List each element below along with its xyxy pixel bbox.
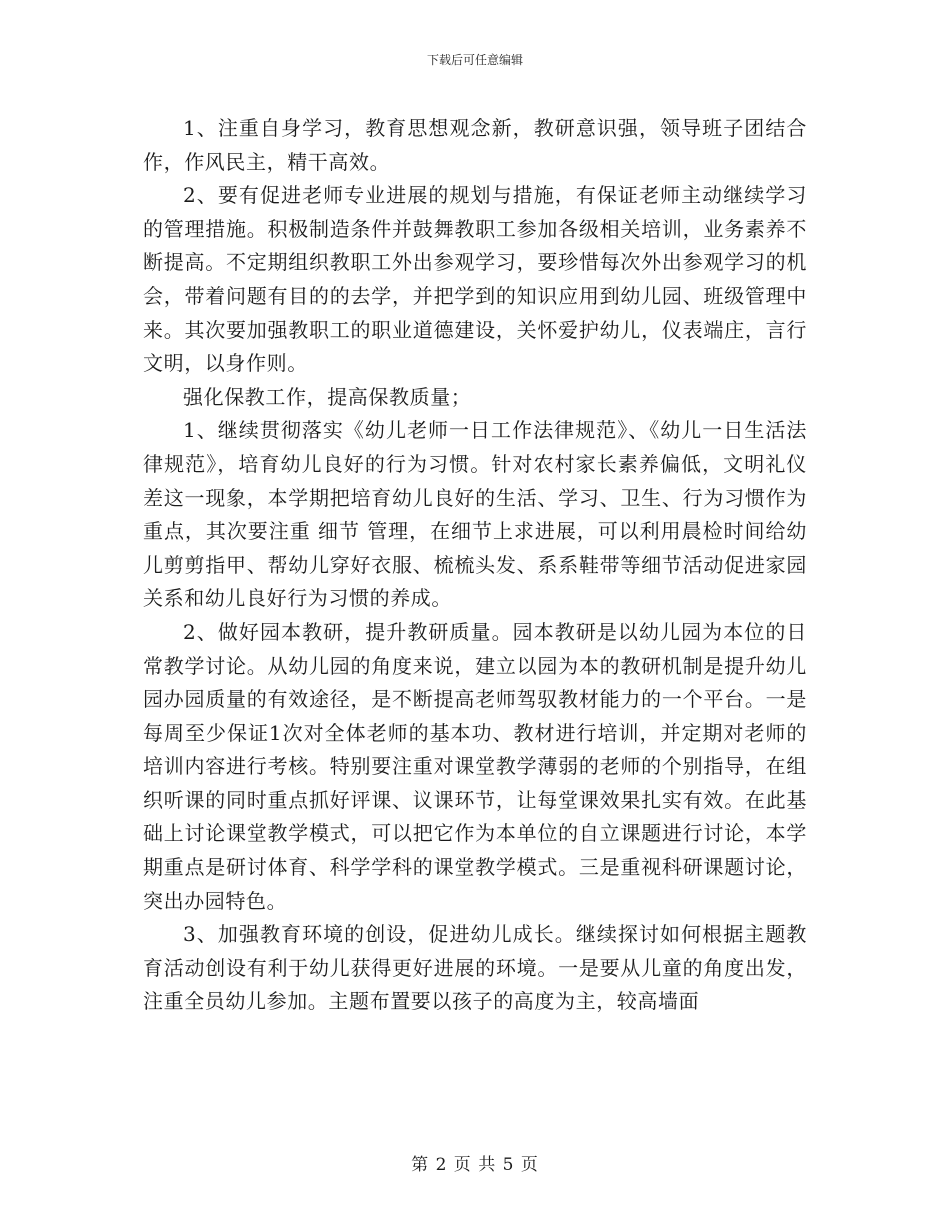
paragraph-2: 2、要有促进老师专业进展的规划与措施，有保证老师主动继续学习的管理措施。积极制造条件并鼓舞教职工参加各级相关培训，业务素养不断提高。不定期组织教职工外出参观学习，要珍惜每次外出参观学习的机会，带着问题有目的的去学，并把学到的知识应用到幼儿园、班级管理中来。其次要加强教职工的职业道德建设，关怀爱护幼儿，仪表端庄，言行文明，以身作则。 bbox=[143, 183, 807, 376]
paragraph-5: 3、加强教育环境的创设，促进幼儿成长。继续探讨如何根据主题教育活动创设有利于幼儿获得更好进展的环境。一是要从儿童的角度出发，注重全员幼儿参加。主题布置要以孩子的高度为主，较高墙面 bbox=[143, 922, 807, 1014]
section-heading: 强化保教工作，提高保教质量； bbox=[183, 384, 472, 409]
paragraph-1: 1、注重自身学习，教育思想观念新，教研意识强，领导班子团结合作，作风民主，精干高效。 bbox=[143, 116, 807, 174]
document-body bbox=[143, 112, 807, 1019]
page-header: 下载后可任意编辑 bbox=[426, 53, 523, 67]
page-number-footer: 第 2 页 共 5 页 bbox=[411, 1155, 539, 1175]
paragraph-4: 2、做好园本教研，提升教研质量。园本教研是以幼儿园为本位的日常教学讨论。从幼儿园的角度来说，建立以园为本的教研机制是提升幼儿园办园质量的有效途径，是不断提高老师驾驭教材能力的一个平台。一是每周至少保证1次对全体老师的基本功、教材进行培训，并定期对老师的培训内容进行考核。特别要注重对课堂教学薄弱的老师的个别指导，在组织听课的同时重点抓好评课、议课环节，让每堂课效果扎实有效。在此基础上讨论课堂教学模式，可以把它作为本单位的自立课题进行讨论，本学期重点是研讨体育、科学学科的课堂教学模式。三是重视科研课题讨论，突出办园特色。 bbox=[143, 619, 807, 913]
paragraph-3: 1、继续贯彻落实《幼儿老师一日工作法律规范》、《幼儿一日生活法律规范》，培育幼儿良好的行为习惯。针对农村家长素养偏低，文明礼仪差这一现象，本学期把培育幼儿良好的生活、学习、卫生、行为习惯作为重点，其次要注重 细节 管理，在细节上求进展，可以利用晨检时间给幼儿剪剪指甲、帮幼儿穿好衣服、梳梳头发、系系鞋带等细节活动促进家园关系和幼儿良好行为习惯的养成。 bbox=[143, 418, 807, 611]
